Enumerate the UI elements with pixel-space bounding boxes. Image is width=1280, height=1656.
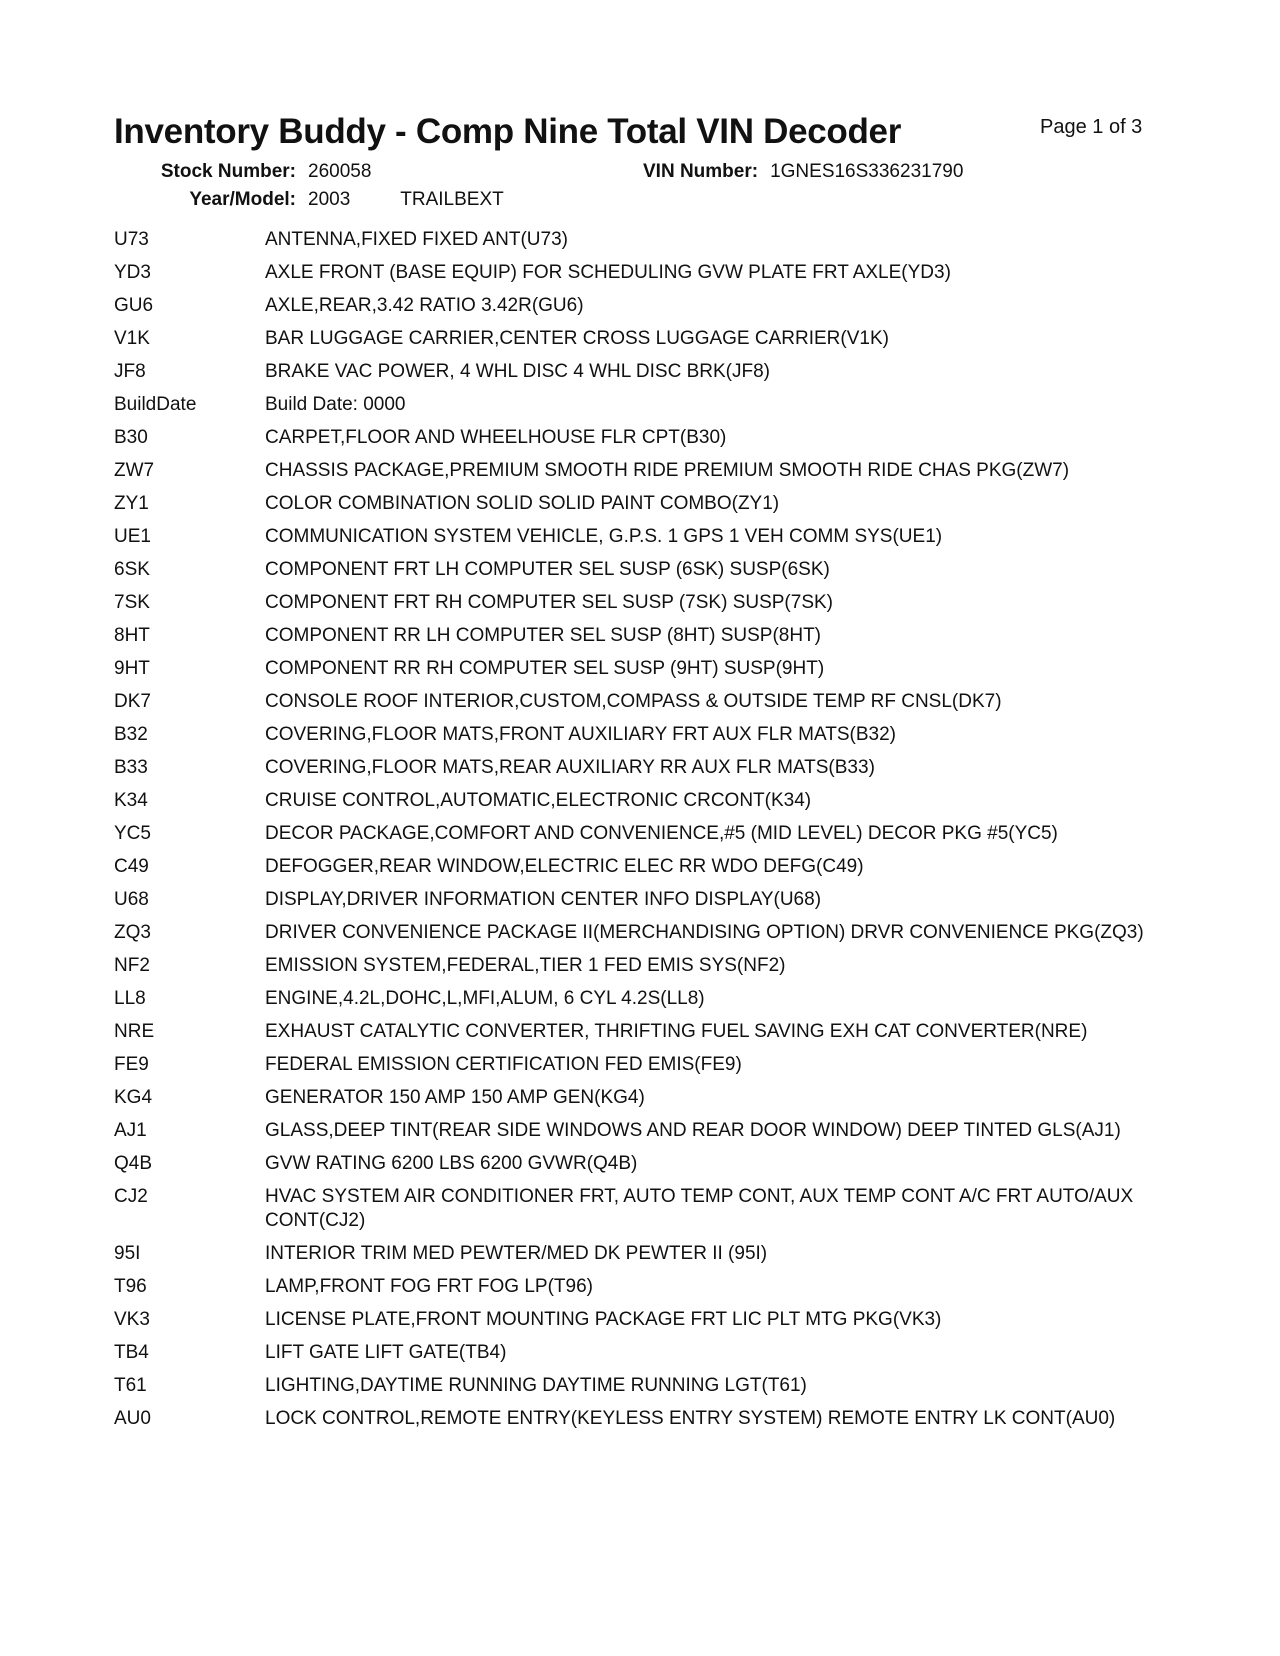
option-row (114, 525, 1154, 549)
option-row (114, 591, 1154, 615)
option-code: 95I (114, 1243, 141, 1264)
option-code: 6SK (114, 559, 150, 580)
year-model-field (155, 189, 504, 211)
option-description: HVAC SYSTEM AIR CONDITIONER FRT, AUTO TEMP CONT, AUX TEMP CONT A/C FRT AUTO/AUX CONT(CJ2) (265, 1186, 1134, 1231)
option-description: GVW RATING 6200 LBS 6200 GVWR(Q4B) (265, 1153, 638, 1174)
option-code: GU6 (114, 295, 154, 316)
document-title: Inventory Buddy - Comp Nine Total VIN Decoder (114, 112, 902, 151)
option-description: DRIVER CONVENIENCE PACKAGE II(MERCHANDISING OPTION) DRVR CONVENIENCE PKG(ZQ3) (265, 922, 1144, 943)
option-code: T61 (114, 1375, 147, 1396)
option-description: GLASS,DEEP TINT(REAR SIDE WINDOWS AND REAR DOOR WINDOW) DEEP TINTED GLS(AJ1) (265, 1120, 1121, 1141)
option-description: COMMUNICATION SYSTEM VEHICLE, G.P.S. 1 GPS 1 VEH COMM SYS(UE1) (265, 526, 943, 547)
option-code: AJ1 (114, 1120, 147, 1141)
option-description: COLOR COMBINATION SOLID SOLID PAINT COMBO(ZY1) (265, 493, 780, 514)
option-description: COMPONENT RR LH COMPUTER SEL SUSP (8HT) SUSP(8HT) (265, 625, 822, 646)
stock-number-field (155, 161, 371, 183)
option-row (114, 987, 1154, 1011)
option-description: Build Date: 0000 (265, 394, 406, 415)
option-code: LL8 (114, 988, 146, 1009)
option-code: B30 (114, 427, 148, 448)
option-code: T96 (114, 1276, 147, 1297)
option-description: ENGINE,4.2L,DOHC,L,MFI,ALUM, 6 CYL 4.2S(LL8) (265, 988, 705, 1009)
option-code-list (114, 228, 1154, 1440)
option-row (114, 756, 1154, 780)
option-code: 9HT (114, 658, 150, 679)
option-description: AXLE,REAR,3.42 RATIO 3.42R(GU6) (265, 295, 584, 316)
option-description: GENERATOR 150 AMP 150 AMP GEN(KG4) (265, 1087, 645, 1108)
option-description: LIGHTING,DAYTIME RUNNING DAYTIME RUNNING LGT(T61) (265, 1375, 807, 1396)
option-row (114, 1407, 1154, 1431)
option-description: LICENSE PLATE,FRONT MOUNTING PACKAGE FRT LIC PLT MTG PKG(VK3) (265, 1309, 942, 1330)
option-code: FE9 (114, 1054, 149, 1075)
option-row (114, 327, 1154, 351)
option-row (114, 492, 1154, 516)
option-description: EXHAUST CATALYTIC CONVERTER, THRIFTING FUEL SAVING EXH CAT CONVERTER(NRE) (265, 1021, 1088, 1042)
option-description: BRAKE VAC POWER, 4 WHL DISC 4 WHL DISC BRK(JF8) (265, 361, 770, 382)
option-row (114, 459, 1154, 483)
option-code: U73 (114, 229, 149, 250)
option-description: AXLE FRONT (BASE EQUIP) FOR SCHEDULING GVW PLATE FRT AXLE(YD3) (265, 262, 951, 283)
option-code: U68 (114, 889, 149, 910)
option-row (114, 624, 1154, 648)
option-code: UE1 (114, 526, 151, 547)
option-row (114, 1086, 1154, 1110)
option-code: DK7 (114, 691, 151, 712)
option-code: VK3 (114, 1309, 150, 1330)
option-description: COVERING,FLOOR MATS,REAR AUXILIARY RR AUX FLR MATS(B33) (265, 757, 875, 778)
option-code: YD3 (114, 262, 151, 283)
option-row (114, 360, 1154, 384)
option-row (114, 723, 1154, 747)
option-row (114, 1185, 1154, 1233)
option-row (114, 261, 1154, 285)
option-code: KG4 (114, 1087, 153, 1108)
option-row (114, 393, 1154, 417)
option-description: CRUISE CONTROL,AUTOMATIC,ELECTRONIC CRCONT(K34) (265, 790, 812, 811)
option-code: V1K (114, 328, 150, 349)
option-row (114, 1341, 1154, 1365)
option-row (114, 1119, 1154, 1143)
option-code: NF2 (114, 955, 150, 976)
option-row (114, 657, 1154, 681)
option-code: 7SK (114, 592, 150, 613)
option-row (114, 855, 1154, 879)
option-row (114, 1308, 1154, 1332)
option-code: YC5 (114, 823, 151, 844)
option-description: DEFOGGER,REAR WINDOW,ELECTRIC ELEC RR WDO DEFG(C49) (265, 856, 864, 877)
option-description: COVERING,FLOOR MATS,FRONT AUXILIARY FRT AUX FLR MATS(B32) (265, 724, 896, 745)
option-row (114, 1152, 1154, 1176)
option-code: CJ2 (114, 1186, 148, 1207)
option-code: NRE (114, 1021, 155, 1042)
option-code: K34 (114, 790, 148, 811)
option-description: INTERIOR TRIM MED PEWTER/MED DK PEWTER II (95I) (265, 1243, 768, 1264)
year-value: 2003 (308, 189, 351, 210)
option-description: ANTENNA,FIXED FIXED ANT(U73) (265, 229, 568, 250)
vin-number-field (643, 161, 963, 183)
option-row (114, 1242, 1154, 1266)
option-row (114, 888, 1154, 912)
option-row (114, 294, 1154, 318)
option-code: ZW7 (114, 460, 155, 481)
option-description: LIFT GATE LIFT GATE(TB4) (265, 1342, 507, 1363)
option-description: COMPONENT FRT RH COMPUTER SEL SUSP (7SK) SUSP(7SK) (265, 592, 833, 613)
option-row (114, 1053, 1154, 1077)
option-description: FEDERAL EMISSION CERTIFICATION FED EMIS(FE9) (265, 1054, 742, 1075)
stock-number-label: Stock Number: (160, 161, 296, 182)
option-code: JF8 (114, 361, 146, 382)
option-description: CONSOLE ROOF INTERIOR,CUSTOM,COMPASS & OUTSIDE TEMP RF CNSL(DK7) (265, 691, 1002, 712)
option-row (114, 921, 1154, 945)
option-description: COMPONENT FRT LH COMPUTER SEL SUSP (6SK) SUSP(6SK) (265, 559, 830, 580)
option-description: LAMP,FRONT FOG FRT FOG LP(T96) (265, 1276, 593, 1297)
option-code: BuildDate (114, 394, 197, 415)
option-row (114, 789, 1154, 813)
option-row (114, 954, 1154, 978)
option-code: C49 (114, 856, 149, 877)
option-description: CHASSIS PACKAGE,PREMIUM SMOOTH RIDE PREMIUM SMOOTH RIDE CHAS PKG(ZW7) (265, 460, 1070, 481)
stock-number-value: 260058 (308, 161, 372, 182)
option-code: TB4 (114, 1342, 149, 1363)
option-description: BAR LUGGAGE CARRIER,CENTER CROSS LUGGAGE CARRIER(V1K) (265, 328, 889, 349)
option-code: Q4B (114, 1153, 153, 1174)
option-code: ZQ3 (114, 922, 151, 943)
page-number: Page 1 of 3 (1040, 116, 1143, 138)
option-row (114, 558, 1154, 582)
option-description: CARPET,FLOOR AND WHEELHOUSE FLR CPT(B30) (265, 427, 727, 448)
option-description: EMISSION SYSTEM,FEDERAL,TIER 1 FED EMIS SYS(NF2) (265, 955, 786, 976)
option-code: 8HT (114, 625, 150, 646)
option-row (114, 822, 1154, 846)
vin-number-value: 1GNES16S336231790 (770, 161, 964, 182)
year-model-label: Year/Model: (189, 189, 296, 210)
option-code: B33 (114, 757, 148, 778)
option-row (114, 1020, 1154, 1044)
option-row (114, 1374, 1154, 1398)
vin-number-label: VIN Number: (643, 161, 759, 182)
model-value: TRAILBEXT (400, 189, 504, 210)
option-row (114, 690, 1154, 714)
option-code: B32 (114, 724, 148, 745)
option-code: AU0 (114, 1408, 151, 1429)
option-row (114, 228, 1154, 252)
option-description: DECOR PACKAGE,COMFORT AND CONVENIENCE,#5 (MID LEVEL) DECOR PKG #5(YC5) (265, 823, 1058, 844)
option-row (114, 426, 1154, 450)
option-description: DISPLAY,DRIVER INFORMATION CENTER INFO DISPLAY(U68) (265, 889, 822, 910)
option-row (114, 1275, 1154, 1299)
option-code: ZY1 (114, 493, 149, 514)
option-description: COMPONENT RR RH COMPUTER SEL SUSP (9HT) SUSP(9HT) (265, 658, 825, 679)
option-description: LOCK CONTROL,REMOTE ENTRY(KEYLESS ENTRY SYSTEM) REMOTE ENTRY LK CONT(AU0) (265, 1408, 1116, 1429)
